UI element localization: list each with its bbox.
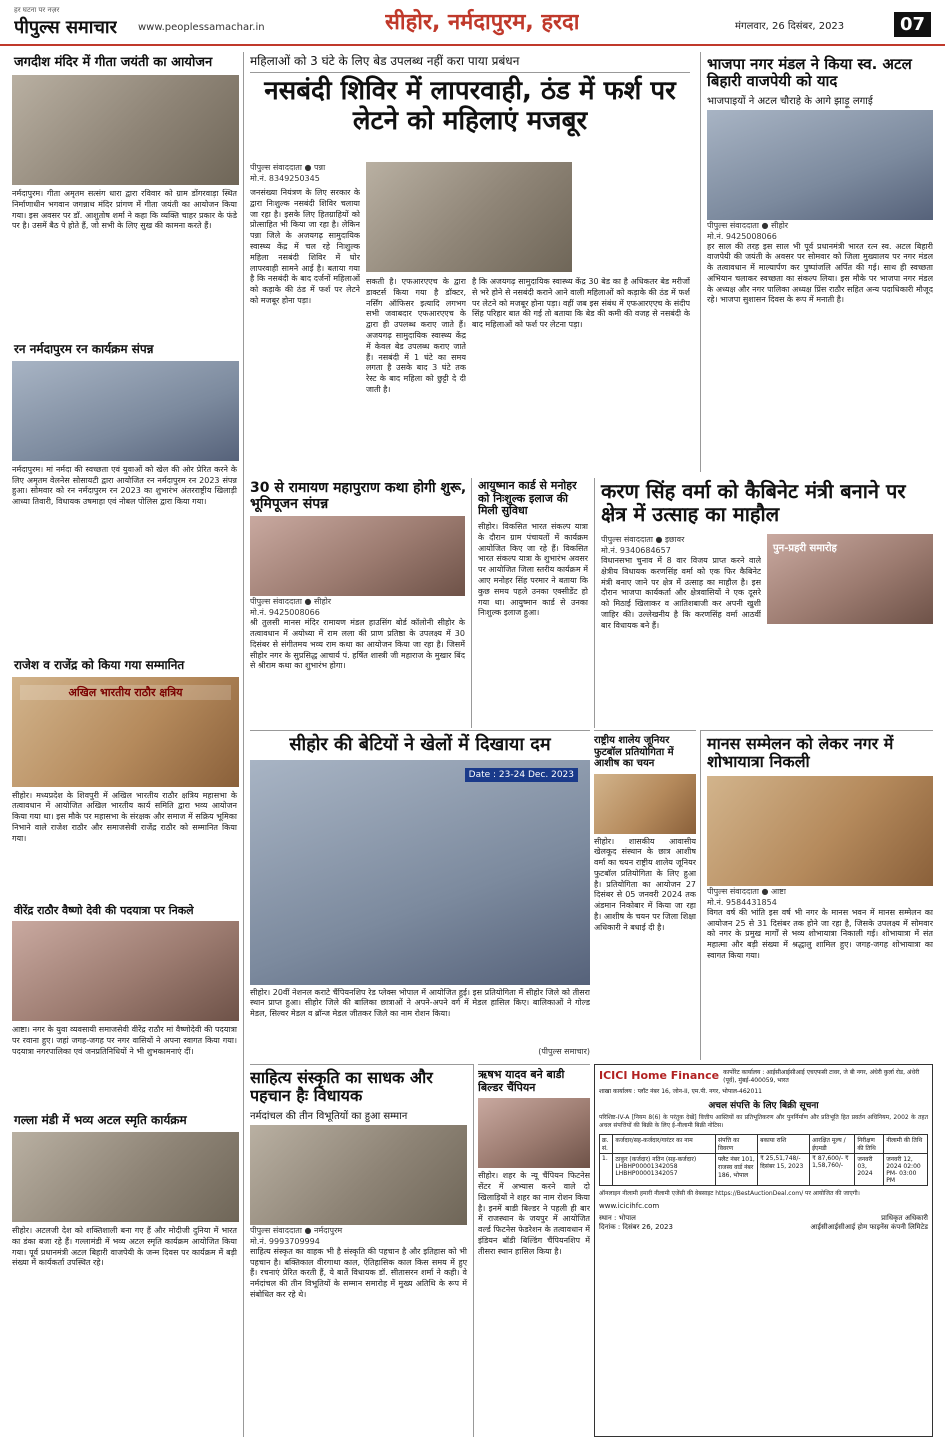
sahitya-photo <box>250 1125 467 1225</box>
lead-column-3 <box>472 277 690 472</box>
manas-story <box>700 730 933 1060</box>
karan-mobile: मो.नं. 9340684657 <box>601 546 671 555</box>
bjp-byline: पीपुल्स संवाददाता ● सीहोर <box>707 220 789 230</box>
lead-headline: नसबंदी शिविर में लापरवाही, ठंड में फर्श पर लेटने को महिलाएं मजबूर <box>264 76 676 136</box>
manas-mobile: मो.नं. 9584431854 <box>707 897 777 907</box>
manas-byline: पीपुल्स संवाददाता ● आष्टा <box>707 886 786 896</box>
left-column <box>12 52 244 1437</box>
galla-body: सीहोर। अटलजी देश को शक्तिशाली बना गए हैं और मोदीजी दुनिया में भारत का डंका बजा रहे हैं। गल्लामंडी में भव्य अटल स्मृति कार्यक्रम आयोजित किया गया। पूर्व प्रधानमंत्री अटल बिहारी वाजपेयी के जन्म दिवस पर कार्यक्रम में बड़ी संख्या में कार्यकर्ता उपस्थित रहे। <box>12 1225 237 1268</box>
ad-date: दिनांक : दिसंबर 26, 2023 <box>599 1222 673 1231</box>
ad-table-header <box>600 1134 928 1153</box>
lead-column-2 <box>366 277 466 472</box>
manas-photo <box>707 776 933 886</box>
ayushman-body: सीहोर। विकसित भारत संकल्प यात्रा के दौरान ग्राम पंचायतों में कार्यक्रम आयोजित किए जा रहे हैं। विकसित भारत संकल्प यात्रा के शुभारंभ अवसर पर आयोजित जिला स्तरीय कार्यक्रम में आए मनोहर सिंह परमार ने बताया कि कुछ समय पहले उनका एक्सीडेंट हो गया था। आयुष्मान कार्ड से उनका निःशुल्क इलाज हुआ। <box>478 521 588 618</box>
sahitya-mobile: मो.नं. 9993709994 <box>250 1236 320 1246</box>
karan-column-1 <box>601 534 761 728</box>
ad-td: ₹ 87,600/- ₹ 1,58,760/- <box>810 1153 855 1185</box>
daughters-photo-banner: Date : 23-24 Dec. 2023 <box>465 768 578 782</box>
ad-branch: शाखा कार्यालय : प्लॉट नंबर 16, जोन-II, एम.पी. नगर, भोपाल-462011 <box>599 1087 762 1095</box>
run-body: नर्मदापुरम। मां नर्मदा की स्वच्छता एवं युवाओं को खेल की ओर प्रेरित करने के लिए अमृतम वेलनेस सोसायटी द्वारा आयोजित रन नर्मदापुरम रन 2023 संपन्न हुआ। सोमवार को रन नर्मदापुरम रन 2023 का शुभारंभ अंतरराष्ट्रीय खिलाड़ी आध्या तिवारी, विधायक उषमाहा एवं नोबल पोलिस द्वारा किया गया। <box>12 464 237 507</box>
veerendra-body: आष्टा। नगर के युवा व्यवसायी समाजसेवी वीरेंद्र राठौर मां वैष्णोदेवी की पदयात्रा पर रवाना हुए। जहां जगह-जगह पर नगर वासियों ने अपना स्वागत किया गया। पदयात्रा नगरपालिका एवं जनप्रतिनिधियों ने भी शुभकामनाएं दीं। <box>12 1025 237 1056</box>
photo-credit: (पीपुल्स समाचार) <box>538 1046 590 1056</box>
karan-story <box>594 478 933 728</box>
ramayan-photo <box>250 516 465 596</box>
region-title: सीहोर, नर्मदापुरम, हरदा <box>385 10 580 35</box>
lead-body-3: है कि अजयगढ़ सामुदायिक स्वास्थ्य केंद्र 30 बेड का है अधिकतर बेड मरीजों से भरे होने से नसबंदी कराने आने वाली महिलाओं को कड़ाके की ठंड में फर्श पर लेटने को मजबूर होना पड़ा। वहीं जब इस संबंध में एफआरएएच के संदीप सिंह परिहार बात की गई तो बताया कि बेड की कमी की वजह से नसबंदी के बाद महिलाओं को फर्श पर लेटना पड़ा। <box>472 277 690 330</box>
geeta-headline: जगदीश मंदिर में गीता जयंती का आयोजन <box>14 55 213 70</box>
lead-body-1: जनसंख्या नियंत्रण के लिए सरकार के द्वारा निःशुल्क नसबंदी शिविर चलाया जा रहा है। इसके लिए हितग्राहियों को प्रोत्साहित भी किया जा रहा है। लेकिन पन्ना जिले के अजयगढ़ सामुदायिक स्वास्थ्य केंद्र में चल रहे निःशुल्क महिला नसबंदी शिविर में घोर लापरवाही सामने आई है। बताया गया है कि नसबंदी के बाद दर्जनों महिलाओं को कड़ाके की ठंड में फर्श पर लेटने को मजबूर होना पड़ा। <box>250 188 360 305</box>
karan-photo <box>767 534 933 624</box>
footballer-photo <box>594 774 696 834</box>
ramayan-mobile: मो.नं. 9425008066 <box>250 608 320 618</box>
ad-td: ठाकुर (कर्जदार) नतिन (सह-कर्जदार) LHBHP00001342058 LHBHP00001342057 <box>613 1153 716 1185</box>
rajesh-banner-text: अखिल भारतीय राठौर क्षत्रिय <box>20 685 231 700</box>
table-row <box>600 1153 928 1185</box>
ad-place: स्थान : भोपाल <box>599 1213 636 1222</box>
ad-td: फ्लैट नंबर 101, राजस्व वार्ड नंबर 186, भोपाल <box>716 1153 758 1185</box>
rishabh-headline: ऋषभ यादव बने बाडी बिल्डर चैंपियन <box>478 1068 565 1094</box>
galla-headline: गल्ला मंडी में भव्य अटल स्मृति कार्यक्रम <box>14 1113 187 1128</box>
manas-headline: मानस सम्मेलन को लेकर नगर में शोभायात्रा निकली <box>707 734 894 772</box>
bjp-headline: भाजपा नगर मंडल ने किया स्व. अटल बिहारी वाजपेयी को याद <box>707 55 912 91</box>
galla-photo <box>12 1132 239 1222</box>
ayushman-headline: आयुष्मान कार्ड से मनोहर को निःशुल्क इलाज की मिली सुविधा <box>478 479 577 518</box>
bjp-body: हर साल की तरह इस साल भी पूर्व प्रधानमंत्री भारत रत्न स्व. अटल बिहारी वाजपेयी की जयंती के अवसर पर सोमवार को जिला मुख्यालय पर नगर मंडल के तत्वावधान में माल्यार्पण कर पुष्पांजलि अर्पित की गई। साथ ही स्वच्छता अभियान चलाकर स्वच्छता का संकल्प लिया। इस मौके पर भाजपा नगर मंडल के अध्यक्ष और नगर पालिका अध्यक्ष प्रिंस राठौर सहित अन्य पदाधिकारी मौजूद रहे। भाजपा सुशासन दिवस के रूप में मनाती है। <box>707 241 933 305</box>
ramayan-story <box>250 478 472 728</box>
ad-notice-body: परिशिष्ट-IV-A [नियम 8(6) के परंतुक देखें] वित्तीय आस्तियों का प्रतिभूतिकरण और पुनर्निर्माण और प्रतिभूति हित प्रवर्तन अधिनियम, 2002 के तहत अचल संपत्तियों की बिक्री के लिए ई-नीलामी बिक्री नोटिस। <box>599 1113 928 1129</box>
karan-photo-banner: पुन-प्रहरी समारोह <box>773 543 837 554</box>
ad-th: आरक्षित मूल्य / ईएमडी <box>810 1134 855 1153</box>
bjp-kicker: भाजपाइयों ने अटल चौराहे के आगे झाड़ू लगाई <box>707 95 873 107</box>
lead-byline: पीपुल्स संवाददाता ● पन्ना <box>250 163 326 172</box>
ramayan-byline: पीपुल्स संवाददाता ● सीहोर <box>250 597 332 607</box>
sahitya-body: साहित्य संस्कृत का वाहक भी है संस्कृति की पहचान है और इतिहास को भी पहचान है। बक्तिकाल वीरगाथा काल, ऐतिहासिक काल किस समय में हुए हैं। रचनाएं प्रेरित करती हैं, ये बातें विधायक डॉ. सीतासरन शर्मा ने कही। वे नर्मदांचल की तीन विभूतियों के सम्मान समारोह में मुख्य अतिथि के रूप में संबोधित कर रहे थे। <box>250 1246 467 1299</box>
geeta-photo <box>12 75 239 185</box>
ad-footer-note: ऑनलाइन नीलामी हमारी नीलामी एजेंसी की वेबसाइट https://BestAuctionDeal.com/ पर आयोजित की जाएगी। <box>599 1189 860 1197</box>
veerendra-photo <box>12 921 239 1021</box>
rishabh-body: सीहोर। शहर के न्यू चैंपियन फिटनेस सेंटर में अभ्यास करने वाले दो खिलाड़ियों ने शहर का नाम रोशन किया है। इनमें बाडी बिल्डर ने पहली ही बार में राजस्थान के जयपुर में आयोजित वर्ल्ड फिटनेस फेडरेशन के तत्वावधान में इंडियन बॉडी बिल्डिंग चैंपियनशिप में तीसरा स्थान हासिल किया है। <box>478 1171 590 1256</box>
daughters-photo <box>250 760 590 985</box>
lead-photo <box>366 162 572 272</box>
karan-headline: करण सिंह वर्मा को कैबिनेट मंत्री बनाने पर क्षेत्र में उत्साह का माहौल <box>601 479 906 526</box>
daughters-headline: सीहोर की बेटियों ने खेलों में दिखाया दम <box>289 734 551 755</box>
daughters-caption: सीहोर। 20वीं नेशनल कराटे चैंपियनशिप रेड प्लेक्स भोपाल में आयोजित हुई। इस प्रतियोगिता में सीहोर जिले को तीसरा स्थान प्राप्त हुआ। सीहोर जिले की बालिका छात्राओं ने अपने-अपने वर्ग में मेडल हासिल किए। बालिकाओं ने गोल्ड मेडल, सिल्वर मेडल व ब्रॉन्ज मेडल जीतकर जिले का नाम रोशन किया। <box>250 987 590 1019</box>
ramayan-body: श्री तुलसी मानस मंदिर रामायण मंडल हाउसिंग बोर्ड कॉलोनी सीहोर के तत्वावधान में अयोध्या में राम लला की प्राण प्रतिष्ठा के उपलक्ष्य में 30 दिसंबर से संगीतमय भव्य राम कथा का आयोजन किया जा रहा है। जिसमें सीहोर नगर के सुप्रसिद्ध आचार्य पं. हर्षित शास्त्री जी महाराज के मुखार बिंद से श्रीराम कथा का शुभारंभ होगा। <box>250 618 465 671</box>
rajesh-photo <box>12 677 239 787</box>
issue-date: मंगलवार, 26 दिसंबर, 2023 <box>735 21 845 32</box>
sahitya-kicker: नर्मदांचल की तीन विभूतियों का हुआ सम्मान <box>250 1110 408 1122</box>
page-header <box>0 0 945 46</box>
icici-auction-ad <box>594 1064 933 1437</box>
geeta-body: नर्मदापुरम। गीता अमृतम सत्संग धारा द्वारा रविवार को ग्राम डोंगरवाड़ा स्थित निर्माणाधीन भगवान जगन्नाथ मंदिर प्रांगण में गीता जयंती का आयोजन किया गया। इस अवसर पर डॉ. आशुतोष शर्मा ने कहा कि व्यक्ति चाहर प्रकार के फंडे पर है। उसमें बैठ पे होते हैं, जो सभी के लिए सुख की कामना करते हैं। <box>12 188 237 231</box>
ramayan-headline: 30 से रामायण महापुराण कथा होगी शुरू, भूमिपूजन संपन्न <box>250 480 467 513</box>
ad-notice-title: अचल संपत्ति के लिए बिक्री सूचना <box>708 1100 819 1111</box>
ad-td: जनवरी 12, 2024 02:00 PM- 03:00 PM <box>884 1153 928 1185</box>
ad-brand: ICICI Home Finance <box>599 1069 720 1082</box>
sahitya-story <box>250 1064 474 1437</box>
bjp-photo <box>707 110 933 220</box>
ad-th: निरीक्षण की तिथि <box>855 1134 884 1153</box>
lead-column-1 <box>250 162 360 472</box>
manas-body: विगत वर्ष की भांति इस वर्ष भी नगर के मानस भवन में मानस सम्मेलन का आयोजन 25 से 31 दिसंबर तक होने जा रहा है, जिसके उपलक्ष्य में सोमवार को नगर के प्रमुख मार्गों से भव्य शोभायात्रा निकाली गई। शोभायात्रा में संत महात्मा और बड़ी संख्या में श्रद्धालु शामिल हुए। जगह-जगह शोभायात्रा का स्वागत किया गया। <box>707 907 933 960</box>
ad-office: कार्पोरेट कार्यालय : आईसीआईसीआई एचएफसी टावर, जे बी नगर, अंधेरी कुर्ला रोड, अंधेरी (पूर्व), मुंबई-400059, भारत <box>723 1069 920 1084</box>
ad-th: संपत्ति का विवरण <box>716 1134 758 1153</box>
karan-byline: पीपुल्स संवाददाता ● इछावर <box>601 535 685 544</box>
ad-company: आईसीआईसीआई होम फाइनेंस कंपनी लिमिटेड <box>810 1222 928 1231</box>
ad-th: क्र. सं. <box>600 1134 613 1153</box>
masthead-tagline: हर घटना पर नज़र <box>14 6 60 14</box>
lead-kicker: महिलाओं को 3 घंटे के लिए बेड उपलब्ध नहीं करा पाया प्रबंधन <box>250 52 690 73</box>
ad-th: नीलामी की तिथि <box>884 1134 928 1153</box>
ad-td: ₹ 25,51,748/- दिसंबर 15, 2023 <box>758 1153 810 1185</box>
run-photo <box>12 361 239 461</box>
footballer-headline: राष्ट्रीय शालेय जूनियर फुटबॉल प्रतियोगिता में आशीष का चयन <box>594 735 674 769</box>
masthead: हर घटना पर नज़र पीपुल्स समाचार <box>14 6 117 38</box>
sahitya-headline: साहित्य संस्कृति का साधक और पहचान हैः विधायक <box>250 1068 433 1106</box>
rajesh-body: सीहोर। मध्यप्रदेश के शिवपुरी में अखिल भारतीय राठौर क्षत्रिय महासभा के तत्वावधान में आयोजित अखिल भारतीय कार्य समिति द्वारा भव्य आयोजन किया गया था। इस मौके पर महासभा के संरक्षक और समाज में सक्रिय भूमिका निभाने वाले राजेश राठौर और समाजसेवी राजेंद्र राठौर को सम्मानित किया गया। <box>12 790 237 843</box>
footballer-body: सीहोर। शासकीय आवासीय खेलकूद संस्थान के छात्र आशीष वर्मा का चयन राष्ट्रीय शालेय जूनियर फुटबॉल प्रतियोगिता के लिए हुआ है। प्रतियोगिता का आयोजन 27 दिसंबर से 05 जनवरी 2024 तक अंडमान निकोबार में किया जा रहा है। आशीष के चयन पर जिला शिक्षा अधिकारी ने बधाई दी है। <box>594 836 696 932</box>
rajesh-headline: राजेश व राजेंद्र को किया गया सम्मानित <box>14 657 185 672</box>
ad-site[interactable]: www.icicihfc.com <box>599 1201 660 1210</box>
karan-body: विधानसभा चुनाव में 8 वार विजय प्राप्त करने वाले क्षेत्रीय विधायक करणसिंह वर्मा को एक फिर कैबिनेट मंत्री बनाए जाने पर क्षेत्र में उत्साह का माहौल है। इस दौरान भाजपा कार्यकर्ता और क्षेत्रवासियों ने एक दूसरे को मिठाई खिलाकर व आतिशबाजी कर अपनी खुशी जाहिर की। उल्लेखनीय है कि करणसिंह वर्मा आठवीं बार विधायक बने हैं। <box>601 556 761 630</box>
ad-table <box>599 1134 928 1186</box>
ad-td: जनवरी 03, 2024 <box>855 1153 884 1185</box>
lead-mobile: मो.नं. 8349250345 <box>250 174 320 183</box>
daughters-story <box>250 730 590 1060</box>
site-url[interactable]: www.peoplessamachar.in <box>138 22 265 33</box>
ad-th: कर्जदार/सह-कर्जदार/गारंटर का नाम <box>613 1134 716 1153</box>
run-headline: रन नर्मदापुरम रन कार्यक्रम संपन्न <box>14 341 154 356</box>
ad-td: 1. <box>600 1153 613 1185</box>
lead-body-2: सकती है। एफआरएएच के द्वारा डाक्टर्स किया गया है डॉक्टर, नर्सिंग ऑफिसर इत्यादि लगभग सभी जवाबदार एफआरएएच के द्वारा ही उपलब्ध कराए जाते हैं। अजयगढ़ सामुदायिक स्वास्थ्य केंद्र में केवल बेड उपलब्ध कराए जाते हैं। नसबंदी में 1 घंटे का समय लगता है उसके बाद 3 घंटे तक रेस्ट के बाद महिला को छुट्टी दे दी जाती है। <box>366 277 466 394</box>
page-number: 07 <box>894 12 931 37</box>
footballer-story <box>594 730 696 1060</box>
ad-signatory: प्राधिकृत अधिकारी <box>881 1213 928 1222</box>
ayushman-story <box>478 478 588 728</box>
sahitya-byline: पीपुल्स संवाददाता ● नर्मदापुरम <box>250 1225 343 1235</box>
veerendra-headline: वीरेंद्र राठौर वैष्णो देवी की पदयात्रा पर निकले <box>14 903 194 917</box>
bjp-story <box>700 52 933 472</box>
bjp-mobile: मो.नं. 9425008066 <box>707 231 777 241</box>
rishabh-story <box>478 1064 590 1437</box>
rishabh-photo <box>478 1098 590 1168</box>
ad-th: बकाया राशि <box>758 1134 810 1153</box>
lead-story <box>250 52 690 472</box>
